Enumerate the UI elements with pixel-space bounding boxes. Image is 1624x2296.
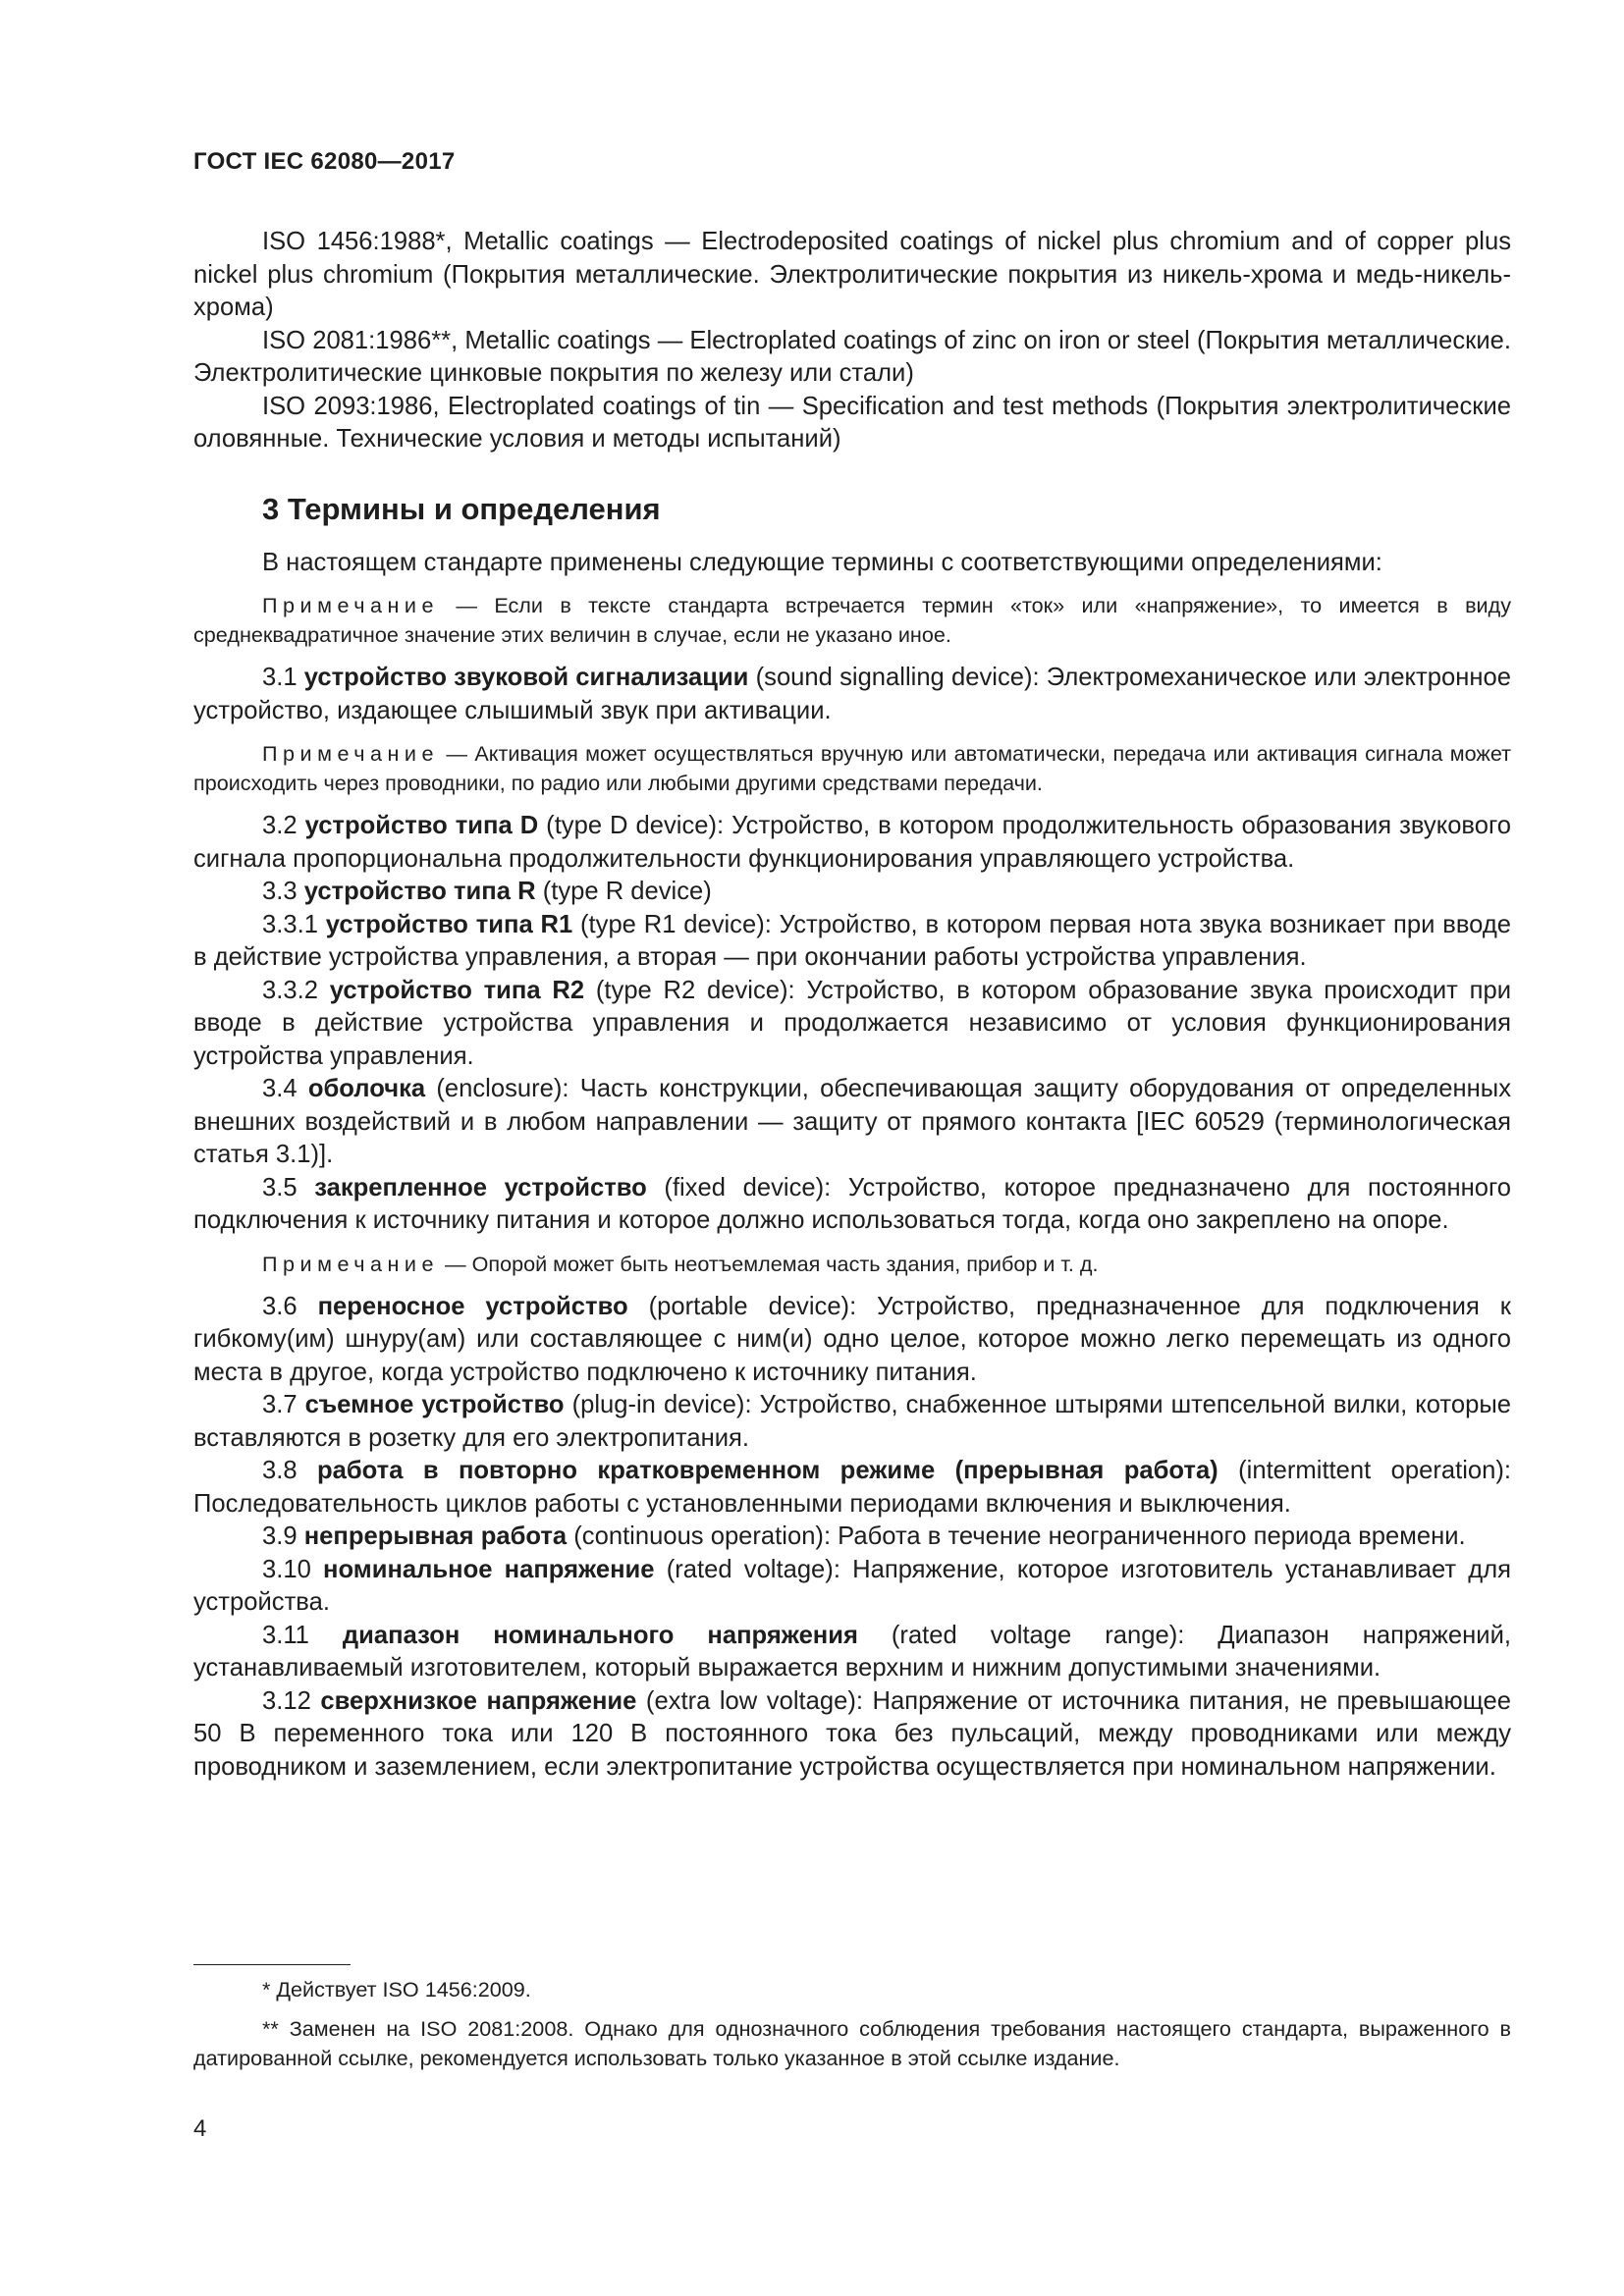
term-entry — [193, 1685, 1511, 1785]
page-body — [193, 226, 1511, 1784]
term-entry — [193, 1455, 1511, 1521]
term-entry — [193, 975, 1511, 1074]
term-name: номинальное напряжение — [323, 1555, 655, 1583]
footnote-item: * Действует ISO 1456:2009. — [262, 1977, 531, 2002]
term-entry — [193, 1291, 1511, 1390]
note-label: Примечание — [262, 1251, 439, 1276]
note-3-1 — [193, 739, 1511, 798]
term-definition: (continuous operation): Работа в течение неограниченного периода времени. — [573, 1522, 1466, 1550]
term-entry — [193, 1554, 1511, 1620]
term-number: 3.7 — [262, 1391, 298, 1418]
note-text: — Опорой может быть неотъемлемая часть здания, прибор и т. д. — [445, 1251, 1099, 1276]
term-entry — [193, 1172, 1511, 1238]
term-number: 3.8 — [262, 1457, 298, 1484]
note-text: — Активация может осуществляться вручную или автоматически, передача или активация сигнала может происходить через проводники, по радио или любыми другими средствами передачи. — [193, 741, 1512, 795]
section-intro: В настоящем стандарте применены следующие термины с соответствующими определениями: — [262, 548, 1382, 576]
term-number: 3.1 — [262, 664, 298, 691]
term-definition: (rated voltage): Напряжение, которое изготовитель устанавливает для устройства. — [193, 1555, 1511, 1616]
term-definition: (rated voltage range): Диапазон напряжений, устанавливаемый изготовителем, который выражается верхним и нижним допустимыми значениями. — [193, 1621, 1511, 1682]
term-definition: (fixed device): Устройство, которое предназначено для постоянного подключения к источнику питания и которое должно использоваться тогда, когда оно закреплено на опоре. — [193, 1173, 1511, 1234]
term-definition: (type R2 device): Устройство, в котором образование звука происходит при вводе в действие устройства управления и продолжается независимо от условия функционирования устройства управления. — [193, 976, 1511, 1070]
term-name: устройство типа D — [304, 812, 539, 839]
standard-header: ГОСТ IEC 62080—2017 — [193, 148, 456, 175]
page-number: 4 — [193, 2115, 207, 2142]
term-entry — [193, 1389, 1511, 1455]
reference-item: ISO 2081:1986**, Metallic coatings — Electroplated coatings of zinc on iron or steel (Покрытия металлические. Электролитические цинковые покрытия по железу или стали) — [193, 326, 1511, 387]
term-definition: (enclosure): Часть конструкции, обеспечивающая защиту оборудования от определенных внешних воздействий и в любом направлении — защиту от прямого контакта [IEC 60529 (терминологическая статья 3.1)]. — [193, 1075, 1511, 1168]
note-general — [193, 591, 1511, 650]
term-name: оболочка — [307, 1075, 426, 1102]
term-name: сверхнизкое напряжение — [320, 1686, 637, 1715]
section-title: 3 Термины и определения — [262, 491, 661, 526]
note-label: Примечание — [262, 593, 439, 617]
footnotes — [193, 1975, 1511, 2083]
term-number: 3.2 — [262, 812, 298, 839]
footnote-divider — [193, 1964, 351, 1965]
footnote-item: ** Заменен на ISO 2081:2008. Однако для однозначного соблюдения требования настоящего стандарта, выраженного в датированной ссылке, рекомендуется использовать только указанное в этой ссылке издание. — [193, 2016, 1511, 2070]
term-number: 3.9 — [262, 1522, 298, 1550]
term-definition: (sound signalling device): Электромеханическое или электронное устройство, издающее слышимый звук при активации. — [193, 664, 1511, 724]
term-entry — [193, 1073, 1511, 1172]
note-label: Примечание — [262, 741, 439, 766]
term-definition: (type R device) — [542, 878, 712, 905]
note-3-5 — [193, 1250, 1511, 1279]
term-definition: (intermittent operation): Последовательность циклов работы с установленными периодами включения и выключения. — [193, 1457, 1511, 1518]
term-name: съемное устройство — [304, 1391, 565, 1418]
term-definition: (plug-in device): Устройство, снабженное штырями штепсельной вилки, которые вставляются в розетку для его электропитания. — [193, 1391, 1511, 1452]
term-name: закрепленное устройство — [314, 1173, 647, 1201]
term-number: 3.3.2 — [262, 976, 318, 1004]
term-number: 3.10 — [262, 1555, 311, 1583]
term-number: 3.5 — [262, 1173, 298, 1201]
reference-item: ISO 1456:1988*, Metallic coatings — Electrodeposited coatings of nickel plus chromium and of copper plus nickel plus chromium (Покрытия металлические. Электролитические покрытия из никель-хрома и медь-никель-хрома) — [193, 228, 1511, 321]
term-definition: (portable device): Устройство, предназначенное для подключения к гибкому(им) шнуру(ам) или составляющее с ним(и) одно целое, которое можно легко перемещать из одного места в другое, когда устройство подключено к источнику питания. — [193, 1292, 1511, 1386]
term-name: диапазон номинального напряжения — [342, 1621, 858, 1649]
term-number: 3.3.1 — [262, 910, 318, 938]
term-entry — [193, 909, 1511, 975]
term-definition: (type R1 device): Устройство, в котором первая нота звука возникает при вводе в действие устройства управления, а вторая — при окончании работы устройства управления. — [193, 910, 1511, 971]
term-name: устройство типа R — [303, 878, 536, 905]
reference-item: ISO 2093:1986, Electroplated coatings of tin — Specification and test methods (Покрытия электролитические оловянные. Технические условия и методы испытаний) — [193, 392, 1511, 453]
note-text: — Если в тексте стандарта встречается термин «ток» или «напряжение», то имеется в виду среднеквадратичное значение этих величин в случае, если не указано иное. — [193, 593, 1512, 647]
term-number: 3.3 — [262, 878, 298, 905]
term-definition: (type D device): Устройство, в котором продолжительность образования звукового сигнала пропорциональна продолжительности функционирования управляющего устройства. — [193, 812, 1511, 873]
term-definition: (extra low voltage): Напряжение от источника питания, не превышающее 50 В переменного тока или 120 В постоянного тока без пульсаций, между проводниками или между проводником и заземлением, если электропитание устройства осуществляется при номинальном напряжении. — [193, 1686, 1511, 1781]
term-number: 3.4 — [262, 1075, 298, 1102]
term-name: устройство типа R1 — [325, 910, 573, 938]
term-number: 3.6 — [262, 1292, 298, 1320]
term-name: непрерывная работа — [303, 1522, 568, 1550]
term-entry — [193, 810, 1511, 876]
term-name: работа в повторно кратковременном режиме (прерывная работа) — [317, 1457, 1218, 1484]
term-entry — [193, 876, 1511, 909]
term-name: устройство звуковой сигнализации — [303, 664, 749, 691]
term-entry — [193, 1620, 1511, 1685]
term-entry — [193, 1521, 1511, 1554]
term-name: устройство типа R2 — [329, 976, 585, 1004]
term-name: переносное устройство — [317, 1292, 628, 1320]
term-entry — [193, 662, 1511, 727]
term-number: 3.12 — [262, 1686, 311, 1715]
term-number: 3.11 — [262, 1621, 309, 1649]
